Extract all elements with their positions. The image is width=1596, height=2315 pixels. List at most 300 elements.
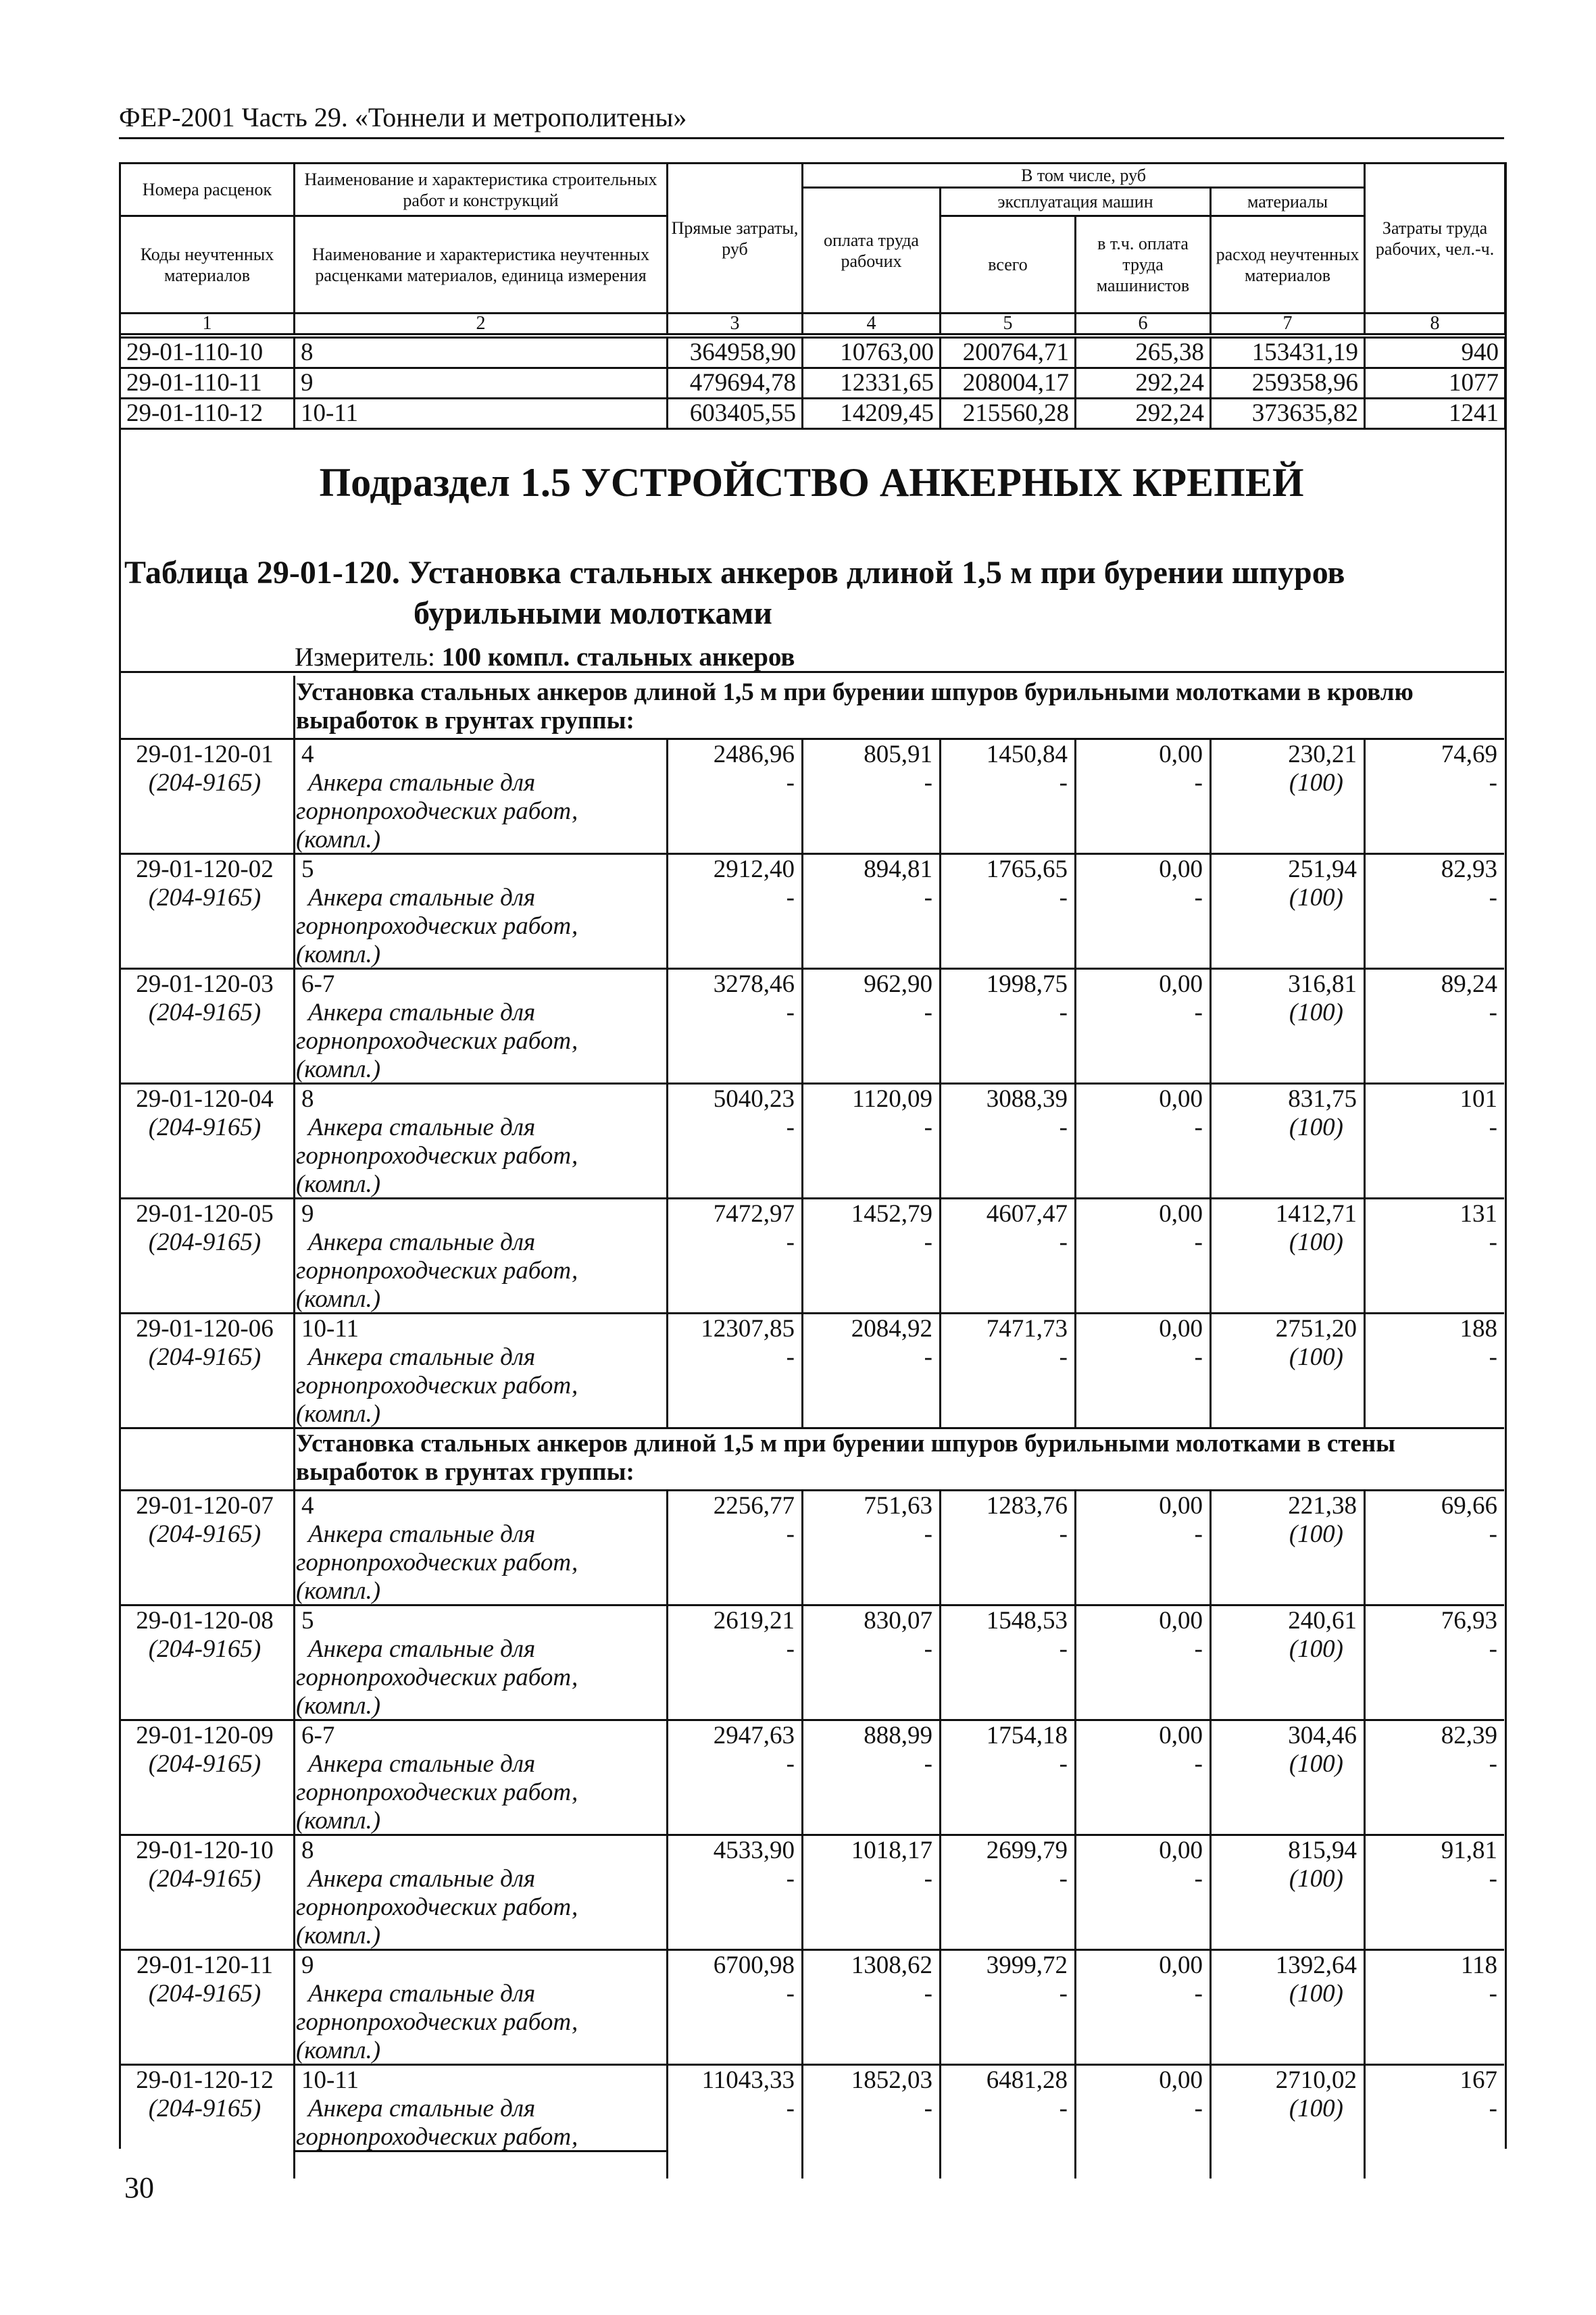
material-code: (204-9165)	[148, 1750, 261, 1778]
dash-cell: -	[1194, 884, 1203, 912]
row-rule	[119, 1719, 1504, 1721]
material-name: Анкера стальные для	[308, 1865, 536, 1893]
material-qty: (100)	[1289, 1750, 1343, 1778]
dash-cell: -	[924, 1343, 932, 1371]
dash-cell: -	[1059, 1343, 1068, 1371]
row-name: 8	[295, 338, 668, 368]
row-materials: 1412,71	[1275, 1200, 1357, 1228]
row-machines: 1754,18	[986, 1722, 1068, 1749]
row-labor: 167	[1460, 2066, 1497, 2094]
row-machines: 1548,53	[986, 1607, 1068, 1635]
row-machinist-wage: 265,38	[1076, 338, 1211, 368]
dash-cell: -	[924, 1865, 932, 1893]
dash-cell: -	[1194, 1520, 1203, 1548]
dash-cell: -	[1489, 1865, 1497, 1893]
col-unaccounted-materials: расход неучтенных материалов	[1211, 216, 1365, 314]
material-name: Анкера стальные для	[308, 1980, 536, 2008]
col-materials: материалы	[1211, 188, 1365, 216]
dash-cell: -	[1194, 1635, 1203, 1663]
row-wage: 1018,17	[851, 1837, 932, 1864]
material-name-cont: горнопроходческих работ,	[296, 1549, 578, 1576]
material-name: Анкера стальные для	[308, 1520, 536, 1548]
row-machinist-wage: 0,00	[1159, 1951, 1203, 1979]
dash-cell: -	[1059, 999, 1068, 1026]
row-code: 29-01-120-07	[136, 1492, 274, 1520]
material-unit: (компл.)	[296, 1807, 381, 1835]
row-name: 10-11	[301, 1315, 359, 1343]
material-unit: (компл.)	[296, 1170, 381, 1198]
row-code: 29-01-120-01	[136, 741, 274, 768]
column-rule	[293, 2064, 295, 2179]
unit-prefix: Измеритель:	[295, 643, 442, 672]
row-name: 6-7	[301, 970, 335, 998]
table-caption-line2: бурильными молотками	[414, 595, 772, 631]
row-labor: 188	[1460, 1315, 1497, 1343]
dash-cell: -	[1059, 1980, 1068, 2008]
row-name: 10-11	[301, 2066, 359, 2094]
material-code: (204-9165)	[148, 1635, 261, 1663]
page-number: 30	[124, 2171, 154, 2204]
dash-cell: -	[786, 999, 795, 1026]
column-rule	[293, 1489, 295, 1604]
col-num-1: 1	[120, 314, 295, 334]
material-code: (204-9165)	[148, 1228, 261, 1256]
unit-rule	[119, 671, 1504, 673]
row-direct: 479694,78	[668, 368, 803, 399]
col-machines-total: всего	[941, 216, 1076, 314]
dash-cell: -	[1489, 1750, 1497, 1778]
dash-cell: -	[1059, 1520, 1068, 1548]
row-machinist-wage: 0,00	[1159, 1315, 1203, 1343]
dash-cell: -	[924, 1228, 932, 1256]
material-qty: (100)	[1289, 1114, 1343, 1141]
row-rule	[119, 1604, 1504, 1606]
dash-cell: -	[924, 884, 932, 912]
row-machines: 7471,73	[986, 1315, 1068, 1343]
material-code: (204-9165)	[148, 769, 261, 797]
row-machinist-wage: 0,00	[1159, 741, 1203, 768]
row-wage: 962,90	[864, 970, 932, 998]
column-rule	[293, 1312, 295, 1427]
row-direct: 3278,46	[713, 970, 795, 998]
row-code: 29-01-120-09	[136, 1722, 274, 1749]
dash-cell: -	[786, 1520, 795, 1548]
material-qty: (100)	[1289, 1343, 1343, 1371]
dash-cell: -	[1059, 1635, 1068, 1663]
material-qty: (100)	[1289, 1980, 1343, 2008]
material-name: Анкера стальные для	[308, 1114, 536, 1141]
col-num-3: 3	[668, 314, 803, 334]
col-machines: эксплуатация машин	[941, 188, 1211, 216]
row-machinist-wage: 0,00	[1159, 1722, 1203, 1749]
material-code: (204-9165)	[148, 1520, 261, 1548]
row-machines: 1765,65	[986, 855, 1068, 883]
row-code: 29-01-120-08	[136, 1607, 274, 1635]
row-wage: 10763,00	[803, 338, 941, 368]
col-name-top: Наименование и характеристика строительных работ и конструкций	[295, 164, 668, 216]
row-machines: 208004,17	[941, 368, 1076, 399]
material-name-cont: горнопроходческих работ,	[296, 1372, 578, 1399]
material-code: (204-9165)	[148, 2095, 261, 2122]
row-labor: 118	[1460, 1951, 1497, 1979]
row-machinist-wage: 0,00	[1159, 855, 1203, 883]
row-wage: 1852,03	[851, 2066, 932, 2094]
row-rule	[119, 968, 1504, 970]
row-name: 5	[301, 1607, 314, 1635]
row-machines: 6481,28	[986, 2066, 1068, 2094]
row-machines: 3999,72	[986, 1951, 1068, 1979]
material-name: Анкера стальные для	[308, 2095, 536, 2122]
row-wage: 894,81	[864, 855, 932, 883]
material-unit: (компл.)	[296, 1055, 381, 1083]
row-direct: 2486,96	[713, 741, 795, 768]
row-materials: 2751,20	[1275, 1315, 1357, 1343]
row-direct: 4533,90	[713, 1837, 795, 1864]
row-direct: 6700,98	[713, 1951, 795, 1979]
material-code: (204-9165)	[148, 1980, 261, 2008]
col-num-2: 2	[295, 314, 668, 334]
row-materials: 373635,82	[1211, 399, 1365, 429]
group-title-line1: Установка стальных анкеров длиной 1,5 м при бурении шпуров бурильными молотками в стены	[296, 1430, 1396, 1458]
material-name: Анкера стальные для	[308, 769, 536, 797]
dash-cell: -	[924, 1980, 932, 2008]
row-rule	[119, 1834, 1504, 1836]
row-materials: 316,81	[1288, 970, 1357, 998]
row-name: 4	[301, 1492, 314, 1520]
col-labor: Затраты труда рабочих, чел.-ч.	[1365, 164, 1505, 314]
row-wage: 2084,92	[851, 1315, 932, 1343]
row-machines: 1998,75	[986, 970, 1068, 998]
row-labor: 76,93	[1441, 1607, 1497, 1635]
material-name-cont: горнопроходческих работ,	[296, 1893, 578, 1921]
row-rule	[119, 2064, 1504, 2066]
dash-cell: -	[924, 1750, 932, 1778]
material-unit: (компл.)	[296, 1692, 381, 1720]
dash-cell: -	[1194, 1750, 1203, 1778]
dash-cell: -	[924, 1520, 932, 1548]
col-including: В том числе, руб	[803, 164, 1365, 188]
row-machines: 215560,28	[941, 399, 1076, 429]
dash-cell: -	[1059, 1750, 1068, 1778]
dash-cell: -	[1059, 769, 1068, 797]
row-name: 9	[295, 368, 668, 399]
dash-cell: -	[1489, 884, 1497, 912]
dash-cell: -	[1194, 1114, 1203, 1141]
dash-cell: -	[786, 1635, 795, 1663]
material-name-cont: горнопроходческих работ,	[296, 2123, 578, 2151]
row-wage: 805,91	[864, 741, 932, 768]
material-qty: (100)	[1289, 2095, 1343, 2122]
col-name-bottom: Наименование и характеристика неучтенных расценками материалов, единица измерения	[295, 216, 668, 314]
group-title-line1: Установка стальных анкеров длиной 1,5 м при бурении шпуров бурильными молотками в кровлю	[296, 678, 1414, 706]
dash-cell: -	[1059, 2095, 1068, 2122]
dash-cell: -	[1194, 1343, 1203, 1371]
group-title-line2: выработок в грунтах группы:	[296, 1458, 634, 1486]
row-materials: 2710,02	[1275, 2066, 1357, 2094]
row-code: 29-01-120-05	[136, 1200, 274, 1228]
row-machinist-wage: 292,24	[1076, 368, 1211, 399]
col-num-7: 7	[1211, 314, 1365, 334]
material-code: (204-9165)	[148, 1865, 261, 1893]
row-machines: 1450,84	[986, 741, 1068, 768]
row-labor: 89,24	[1441, 970, 1497, 998]
row-direct: 2256,77	[713, 1492, 795, 1520]
row-materials: 304,46	[1288, 1722, 1357, 1749]
material-name-cont: горнопроходческих работ,	[296, 797, 578, 825]
row-machinist-wage: 292,24	[1076, 399, 1211, 429]
dash-cell: -	[1489, 999, 1497, 1026]
dash-cell: -	[1059, 884, 1068, 912]
row-rule	[119, 1949, 1504, 1951]
dash-cell: -	[1489, 1114, 1497, 1141]
row-name: 6-7	[301, 1722, 335, 1749]
dash-cell: -	[924, 1635, 932, 1663]
material-unit: (компл.)	[296, 1285, 381, 1313]
dash-cell: -	[1194, 2095, 1203, 2122]
column-rule	[293, 676, 295, 738]
dash-cell: -	[1489, 1520, 1497, 1548]
unit-of-measure	[295, 642, 795, 672]
row-machinist-wage: 0,00	[1159, 1607, 1203, 1635]
dash-cell: -	[786, 1980, 795, 2008]
dash-cell: -	[786, 1750, 795, 1778]
col-direct-costs: Прямые затраты, руб	[668, 164, 803, 314]
row-wage: 1452,79	[851, 1200, 932, 1228]
row-code: 29-01-110-10	[120, 338, 295, 368]
row-name: 9	[301, 1200, 314, 1228]
material-name-cont: горнопроходческих работ,	[296, 1664, 578, 1691]
material-unit: (компл.)	[296, 826, 381, 853]
row-labor: 131	[1460, 1200, 1497, 1228]
row-direct: 2947,63	[713, 1722, 795, 1749]
col-num-5: 5	[941, 314, 1076, 334]
material-unit: (компл.)	[296, 1577, 381, 1605]
row-labor: 82,93	[1441, 855, 1497, 883]
page-header-title: ФЕР-2001 Часть 29. «Тоннели и метрополитены»	[119, 102, 687, 132]
column-rule	[293, 1082, 295, 1197]
material-code: (204-9165)	[148, 1343, 261, 1371]
row-name: 8	[301, 1837, 314, 1864]
row-code: 29-01-120-02	[136, 855, 274, 883]
unit-value: 100 компл. стальных анкеров	[441, 643, 795, 672]
row-materials: 1392,64	[1275, 1951, 1357, 1979]
row-labor: 91,81	[1441, 1837, 1497, 1864]
row-labor: 82,39	[1441, 1722, 1497, 1749]
row-code: 29-01-110-12	[120, 399, 295, 429]
table-caption-line1: Таблица 29-01-120. Установка стальных анкеров длиной 1,5 м при бурении шпуров	[124, 555, 1345, 591]
row-wage: 12331,65	[803, 368, 941, 399]
dash-cell: -	[1059, 1865, 1068, 1893]
row-materials: 230,21	[1288, 741, 1357, 768]
row-name: 4	[301, 741, 314, 768]
column-rule	[293, 853, 295, 968]
material-unit: (компл.)	[296, 1922, 381, 1949]
row-machines: 200764,71	[941, 338, 1076, 368]
row-materials: 251,94	[1288, 855, 1357, 883]
col-codes-top: Номера расценок	[120, 164, 295, 216]
row-machinist-wage: 0,00	[1159, 1200, 1203, 1228]
dash-cell: -	[1489, 1228, 1497, 1256]
column-rule	[293, 1427, 295, 1489]
dash-cell: -	[786, 1228, 795, 1256]
row-machinist-wage: 0,00	[1159, 2066, 1203, 2094]
row-rule	[119, 1312, 1504, 1314]
row-direct: 11043,33	[701, 2066, 795, 2094]
material-name-cont: горнопроходческих работ,	[296, 1142, 578, 1170]
row-machines: 4607,47	[986, 1200, 1068, 1228]
col-num-4: 4	[803, 314, 941, 334]
column-rule	[293, 1604, 295, 1719]
col-num-8: 8	[1365, 314, 1505, 334]
column-rule	[293, 1197, 295, 1312]
material-unit: (компл.)	[296, 1400, 381, 1428]
row-labor: 940	[1365, 338, 1505, 368]
row-materials: 221,38	[1288, 1492, 1357, 1520]
row-machines: 2699,79	[986, 1837, 1068, 1864]
row-code: 29-01-120-10	[136, 1837, 274, 1864]
dash-cell: -	[924, 999, 932, 1026]
dash-cell: -	[1194, 1228, 1203, 1256]
dash-cell: -	[786, 769, 795, 797]
material-code: (204-9165)	[148, 999, 261, 1026]
material-qty: (100)	[1289, 1520, 1343, 1548]
dash-cell: -	[1194, 1980, 1203, 2008]
header-rule	[119, 137, 1504, 139]
material-name: Анкера стальные для	[308, 1343, 536, 1371]
column-rule	[293, 1949, 295, 2064]
row-code: 29-01-120-06	[136, 1315, 274, 1343]
material-name: Анкера стальные для	[308, 884, 536, 912]
dash-cell: -	[1489, 1635, 1497, 1663]
row-name: 5	[301, 855, 314, 883]
row-wage: 14209,45	[803, 399, 941, 429]
col-wage: оплата труда рабочих	[803, 188, 941, 314]
row-rule	[119, 853, 1504, 855]
row-labor: 101	[1460, 1085, 1497, 1113]
row-direct: 2619,21	[713, 1607, 795, 1635]
row-materials: 831,75	[1288, 1085, 1357, 1113]
dash-cell: -	[1194, 999, 1203, 1026]
material-unit: (компл.)	[296, 2037, 381, 2064]
dash-cell: -	[1059, 1228, 1068, 1256]
dash-cell: -	[1059, 1114, 1068, 1141]
dash-cell: -	[786, 2095, 795, 2122]
row-wage: 1120,09	[852, 1085, 932, 1113]
material-name-cont: горнопроходческих работ,	[296, 912, 578, 940]
row-machines: 1283,76	[986, 1492, 1068, 1520]
row-machinist-wage: 0,00	[1159, 1837, 1203, 1864]
column-rule	[293, 968, 295, 1082]
material-name-cont: горнопроходческих работ,	[296, 1027, 578, 1055]
col-machinist-wage: в т.ч. оплата труда машинистов	[1076, 216, 1211, 314]
row-machines: 3088,39	[986, 1085, 1068, 1113]
material-qty: (100)	[1289, 769, 1343, 797]
row-code: 29-01-110-11	[120, 368, 295, 399]
row-rule	[119, 1082, 1504, 1085]
dash-cell: -	[786, 1114, 795, 1141]
material-name: Анкера стальные для	[308, 1635, 536, 1663]
row-code: 29-01-120-11	[136, 1951, 274, 1979]
subsection-title: Подраздел 1.5 УСТРОЙСТВО АНКЕРНЫХ КРЕПЕЙ	[319, 460, 1304, 505]
row-wage: 1308,62	[851, 1951, 932, 1979]
dash-cell: -	[786, 884, 795, 912]
dash-cell: -	[786, 1865, 795, 1893]
material-name-cont: горнопроходческих работ,	[296, 2008, 578, 2036]
material-qty: (100)	[1289, 1865, 1343, 1893]
dash-cell: -	[924, 2095, 932, 2122]
material-name-cont: горнопроходческих работ,	[296, 1257, 578, 1285]
material-name: Анкера стальные для	[308, 999, 536, 1026]
row-wage: 830,07	[864, 1607, 932, 1635]
row-rule	[119, 738, 1504, 740]
row-rule	[119, 1197, 1504, 1199]
dash-cell: -	[786, 1343, 795, 1371]
row-labor: 1241	[1365, 399, 1505, 429]
group-title-line2: выработок в грунтах группы:	[296, 707, 634, 735]
material-qty: (100)	[1289, 999, 1343, 1026]
dash-cell: -	[1489, 1343, 1497, 1371]
dash-cell: -	[1489, 1980, 1497, 2008]
row-code: 29-01-120-12	[136, 2066, 274, 2094]
dash-cell: -	[1489, 2095, 1497, 2122]
row-materials: 815,94	[1288, 1837, 1357, 1864]
row-wage: 751,63	[864, 1492, 932, 1520]
dash-cell: -	[924, 769, 932, 797]
material-qty: (100)	[1289, 884, 1343, 912]
dash-cell: -	[1194, 769, 1203, 797]
material-code: (204-9165)	[148, 884, 261, 912]
row-machinist-wage: 0,00	[1159, 1085, 1203, 1113]
row-rule	[293, 2150, 666, 2152]
row-direct: 364958,90	[668, 338, 803, 368]
column-rule	[293, 1719, 295, 1834]
row-code: 29-01-120-03	[136, 970, 274, 998]
row-labor: 74,69	[1441, 741, 1497, 768]
row-machinist-wage: 0,00	[1159, 1492, 1203, 1520]
row-name: 9	[301, 1951, 314, 1979]
dash-cell: -	[1489, 769, 1497, 797]
row-rule	[119, 1427, 1504, 1429]
row-direct: 5040,23	[713, 1085, 795, 1113]
row-materials: 153431,19	[1211, 338, 1365, 368]
col-codes-bottom: Коды неучтенных материалов	[120, 216, 295, 314]
row-direct: 12307,85	[701, 1315, 795, 1343]
dash-cell: -	[1194, 1865, 1203, 1893]
row-direct: 7472,97	[713, 1200, 795, 1228]
material-code: (204-9165)	[148, 1114, 261, 1141]
row-direct: 603405,55	[668, 399, 803, 429]
column-rule	[293, 1834, 295, 1949]
material-name: Анкера стальные для	[308, 1750, 536, 1778]
row-labor: 1077	[1365, 368, 1505, 399]
row-name: 10-11	[295, 399, 668, 429]
material-unit: (компл.)	[296, 941, 381, 968]
row-labor: 69,66	[1441, 1492, 1497, 1520]
row-rule	[119, 1489, 1504, 1491]
column-rule	[293, 738, 295, 853]
row-name: 8	[301, 1085, 314, 1113]
material-name-cont: горнопроходческих работ,	[296, 1778, 578, 1806]
material-qty: (100)	[1289, 1635, 1343, 1663]
col-num-6: 6	[1076, 314, 1211, 334]
row-code: 29-01-120-04	[136, 1085, 274, 1113]
dash-cell: -	[924, 1114, 932, 1141]
row-materials: 259358,96	[1211, 368, 1365, 399]
row-direct: 2912,40	[713, 855, 795, 883]
row-machinist-wage: 0,00	[1159, 970, 1203, 998]
row-wage: 888,99	[864, 1722, 932, 1749]
row-materials: 240,61	[1288, 1607, 1357, 1635]
